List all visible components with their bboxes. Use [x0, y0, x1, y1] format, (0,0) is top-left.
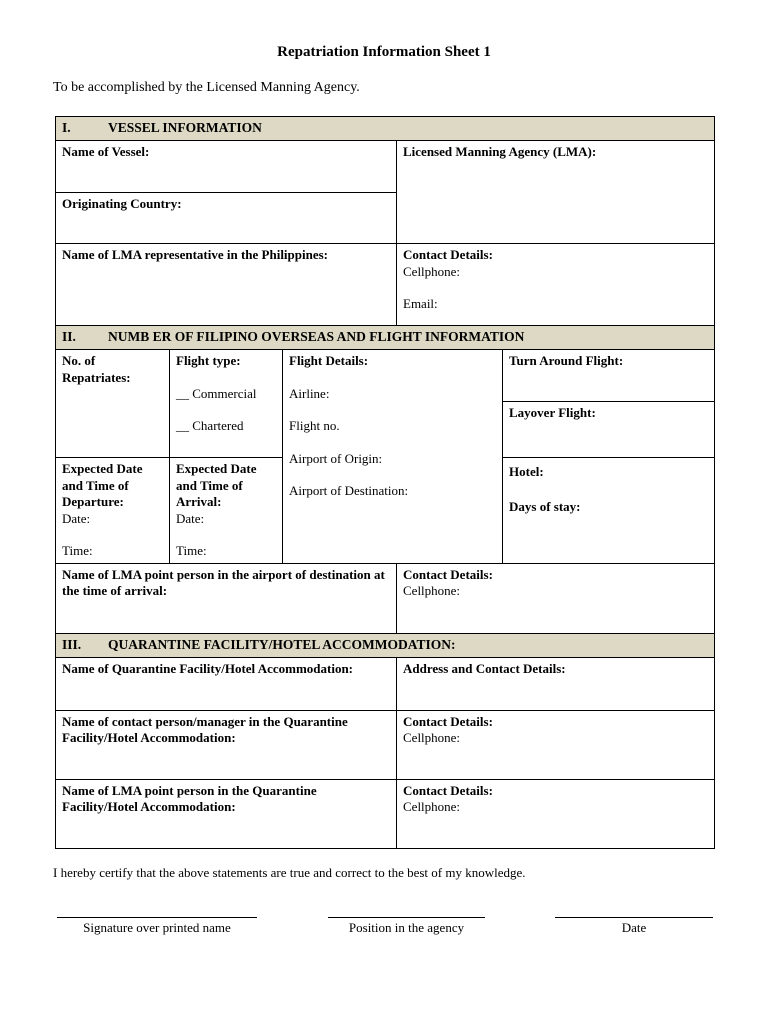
originating-country-label: Originating Country:: [62, 196, 182, 211]
certification-text: I hereby certify that the above statements are true and correct to the best of my knowledge.: [53, 865, 526, 880]
facility-address-field[interactable]: [397, 657, 715, 710]
email-label: Email:: [403, 296, 438, 311]
contact-details-label: Contact Details:: [403, 713, 493, 729]
arrival-label: Expected Date and Time of Arrival:: [176, 461, 257, 509]
spacer: [289, 370, 496, 386]
position-label: Position in the agency: [348, 920, 465, 935]
cellphone-label: Cellphone:: [403, 799, 461, 814]
hotel-label: Hotel:: [509, 464, 544, 479]
cellphone-label: Cellphone:: [403, 730, 461, 745]
flight-no-label: Flight no.: [289, 418, 340, 433]
position-line[interactable]: [328, 917, 485, 936]
turn-around-label: Turn Around Flight:: [509, 353, 624, 368]
layover-label: Layover Flight:: [509, 405, 596, 420]
section3-number: III.: [62, 636, 82, 652]
spacer: [176, 527, 276, 543]
flight-details-field[interactable]: [283, 350, 503, 564]
repatriates-label: No. of Repatriates:: [62, 353, 131, 385]
turn-around-field[interactable]: [503, 350, 715, 402]
contact-details-label: Contact Details:: [403, 566, 493, 582]
section3-header-row: [56, 633, 715, 657]
facility-name-label: Name of Quarantine Facility/Hotel Accommodation:: [62, 660, 354, 676]
spacer: [289, 467, 496, 483]
cellphone-label: Cellphone:: [403, 263, 461, 279]
layover-field[interactable]: [503, 402, 715, 458]
airport-destination-label: Airport of Destination:: [289, 483, 409, 498]
manager-contact-field[interactable]: [397, 710, 715, 779]
departure-time-label: Time:: [62, 543, 93, 558]
facility-manager-label: Name of contact person/manager in the Quarantine Facility/Hotel Accommodation:: [62, 713, 348, 745]
section2-header-row: [56, 326, 715, 350]
airport-origin-label: Airport of Origin:: [289, 450, 383, 466]
section2-header: [56, 326, 715, 350]
facility-address-label: Address and Contact Details:: [403, 660, 566, 676]
departure-label: Expected Date and Time of Departure:: [62, 461, 143, 509]
spacer: [289, 435, 496, 451]
repatriates-field[interactable]: [56, 350, 170, 458]
vessel-name-field[interactable]: [56, 141, 397, 193]
section1-header-row: [56, 117, 715, 141]
contact-details-label: Contact Details:: [403, 782, 493, 798]
section1-header: [56, 117, 715, 141]
spacer: [289, 402, 496, 418]
lma-rep-contact-field[interactable]: [397, 244, 715, 326]
lma-facility-label: Name of LMA point person in the Quarantine Facility/Hotel Accommodation:: [62, 782, 317, 814]
lma-airport-field[interactable]: [56, 563, 397, 633]
arrival-time-label: Time:: [176, 543, 207, 558]
lma-representative-field[interactable]: [56, 244, 397, 326]
facility-name-field[interactable]: [56, 657, 397, 710]
facility-manager-field[interactable]: [56, 710, 397, 779]
date-line[interactable]: [555, 917, 713, 936]
airline-label: Airline:: [289, 385, 330, 401]
lma-facility-field[interactable]: [56, 779, 397, 848]
days-stay-label: Days of stay:: [509, 498, 581, 514]
section1-title: VESSEL INFORMATION: [108, 120, 262, 135]
spacer: [176, 402, 276, 418]
section2-title: NUMB ER OF FILIPINO OVERSEAS AND FLIGHT INFORMATION: [108, 329, 525, 344]
flight-type-field[interactable]: [170, 350, 283, 458]
signature-label: Signature over printed name: [83, 920, 231, 935]
cellphone-label: Cellphone:: [403, 583, 461, 598]
section3-title: QUARANTINE FACILITY/HOTEL ACCOMMODATION:: [108, 636, 456, 652]
date-label: Date: [621, 920, 647, 935]
spacer: [176, 370, 276, 386]
chartered-option[interactable]: __ Chartered: [176, 418, 244, 433]
repatriation-form: [55, 116, 715, 849]
departure-field[interactable]: [56, 458, 170, 564]
lma-representative-label: Name of LMA representative in the Philippines:: [62, 247, 329, 262]
section3-header: [56, 633, 715, 657]
lma-airport-contact-field[interactable]: [397, 563, 715, 633]
spacer: [403, 280, 708, 296]
flight-type-label: Flight type:: [176, 353, 241, 368]
departure-date-label: Date:: [62, 510, 91, 526]
commercial-option[interactable]: __ Commercial: [176, 385, 257, 401]
document-title: Repatriation Information Sheet 1: [277, 44, 491, 60]
hotel-field[interactable]: [503, 458, 715, 564]
spacer: [62, 527, 163, 543]
lma-facility-contact-field[interactable]: [397, 779, 715, 848]
lma-label: Licensed Manning Agency (LMA):: [403, 144, 597, 159]
signature-line[interactable]: [57, 917, 257, 936]
vessel-name-label: Name of Vessel:: [62, 144, 150, 159]
section1-number: I.: [62, 120, 71, 135]
arrival-field[interactable]: [170, 458, 283, 564]
originating-country-field[interactable]: [56, 193, 397, 244]
flight-details-label: Flight Details:: [289, 353, 369, 368]
lma-airport-label: Name of LMA point person in the airport of destination at the time of arrival:: [62, 566, 385, 598]
lma-field[interactable]: [397, 141, 715, 244]
section2-number: II.: [62, 329, 76, 344]
contact-details-label: Contact Details:: [403, 247, 493, 262]
spacer: [509, 481, 708, 497]
arrival-date-label: Date:: [176, 510, 205, 526]
intro-text: To be accomplished by the Licensed Manning Agency.: [53, 80, 360, 95]
